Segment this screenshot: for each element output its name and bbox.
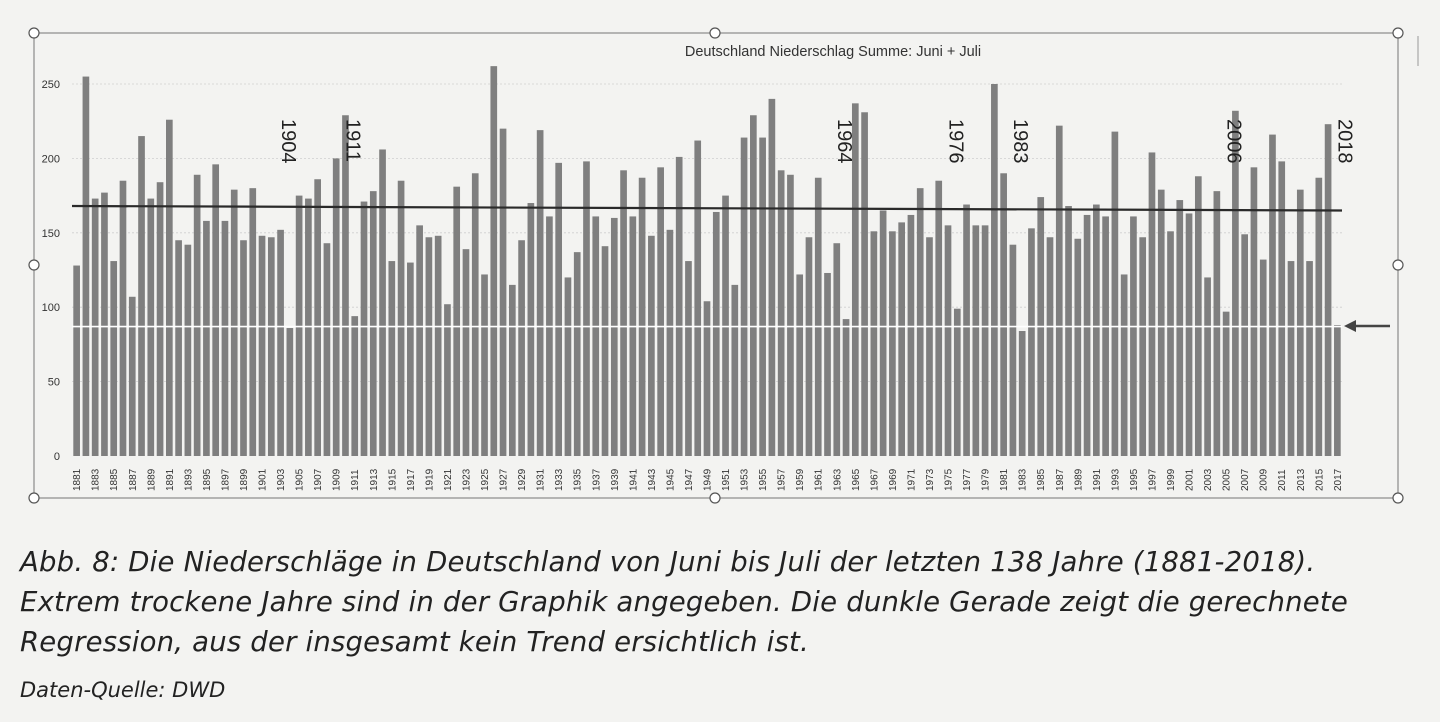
bar-1887: [129, 297, 136, 456]
bar-1950: [713, 212, 720, 456]
bar-1895: [203, 221, 210, 456]
y-tick-label: 0: [53, 451, 60, 463]
bar-1987: [1056, 126, 1063, 456]
x-tick-label: 1881: [72, 468, 84, 491]
x-tick-label: 1993: [1110, 468, 1122, 491]
x-tick-label: 1891: [164, 468, 176, 491]
bar-1976: [954, 309, 961, 456]
bar-1980: [991, 84, 998, 456]
x-tick-label: 1893: [183, 468, 195, 491]
selection-handle: [1393, 28, 1403, 38]
bar-1918: [416, 225, 423, 456]
x-tick-label: 1977: [962, 468, 974, 491]
x-tick-label: 1995: [1128, 468, 1140, 491]
bar-1995: [1130, 216, 1137, 456]
bar-1898: [231, 190, 238, 456]
y-tick-label: 200: [41, 153, 60, 166]
x-tick-label: 2007: [1240, 468, 1252, 491]
bar-1924: [472, 173, 479, 456]
bar-1958: [787, 175, 794, 456]
x-tick-label: 1899: [239, 468, 250, 491]
x-tick-label: 1911: [350, 469, 362, 491]
y-axis-ticks: [42, 79, 60, 463]
bar-1927: [500, 129, 507, 456]
bar-1908: [324, 243, 331, 456]
bar-1973: [926, 237, 933, 456]
x-tick-label: 2013: [1295, 468, 1307, 491]
bar-1886: [120, 181, 127, 456]
bar-1966: [861, 112, 868, 456]
x-tick-label: 2009: [1258, 468, 1270, 491]
x-tick-label: 1963: [832, 468, 844, 491]
bar-1993: [1112, 132, 1119, 456]
x-tick-label: 1909: [331, 468, 343, 491]
bar-1897: [222, 221, 229, 456]
x-tick-label: 1951: [721, 468, 733, 491]
x-tick-label: 2015: [1314, 468, 1326, 491]
bar-1929: [518, 240, 525, 456]
x-tick-label: 1921: [442, 468, 454, 491]
x-tick-label: 1957: [776, 468, 788, 491]
x-tick-label: 1905: [294, 468, 306, 491]
bar-1922: [453, 187, 460, 456]
x-tick-label: 1915: [387, 468, 399, 491]
x-tick-label: 1991: [1091, 468, 1103, 491]
bar-1954: [750, 115, 757, 456]
bar-1948: [694, 141, 701, 456]
bar-1884: [101, 193, 108, 456]
bar-1979: [982, 225, 989, 456]
dry-year-label: 1964: [833, 119, 856, 164]
bar-1923: [463, 249, 470, 456]
bar-1945: [667, 230, 674, 456]
selection-handle: [1393, 493, 1403, 503]
x-tick-label: 1955: [758, 468, 770, 491]
bar-2009: [1260, 260, 1267, 456]
selection-handle: [710, 28, 720, 38]
bar-1926: [490, 66, 497, 456]
bar-1911: [351, 316, 358, 456]
x-tick-label: 1913: [368, 468, 380, 491]
x-tick-label: 1887: [127, 468, 139, 491]
bar-2000: [1176, 200, 1183, 456]
bar-1992: [1102, 216, 1109, 456]
x-tick-label: 2001: [1184, 468, 1196, 491]
x-tick-label: 1917: [405, 468, 417, 491]
x-tick-label: 1941: [628, 468, 640, 491]
x-tick-label: 1945: [665, 468, 677, 491]
x-tick-label: 1927: [498, 468, 510, 491]
bar-1968: [880, 210, 887, 456]
bar-2004: [1214, 191, 1221, 456]
bar-1930: [528, 203, 535, 456]
x-tick-label: 1975: [943, 468, 955, 491]
bar-1961: [815, 178, 822, 456]
x-tick-label: 1903: [276, 468, 288, 491]
bar-2011: [1278, 161, 1285, 456]
bar-2017: [1334, 325, 1341, 456]
x-tick-label: 1889: [146, 468, 158, 491]
x-tick-label: 1965: [850, 468, 862, 491]
x-tick-label: 1997: [1147, 468, 1159, 491]
bar-1899: [240, 240, 247, 456]
x-tick-label: 1987: [1054, 468, 1066, 491]
selection-handle: [29, 493, 39, 503]
dry-year-label: 1911: [341, 119, 364, 163]
bar-2010: [1269, 135, 1276, 456]
x-tick-label: 1979: [980, 468, 992, 491]
bar-1964: [843, 319, 850, 456]
x-tick-label: 1967: [869, 468, 881, 491]
bar-2012: [1288, 261, 1295, 456]
x-tick-label: 1925: [480, 468, 492, 491]
bar-2015: [1315, 178, 1322, 456]
figure-caption: Abb. 8: Die Niederschläge in Deutschland von Juni bis Juli der letzten 138 Jahre (1881-2018). Extrem trockene Jahre sind in der Graphik angegeben. Die dunkle Gerade zeigt die gerechnete Regression, aus der insgesamt kein Trend ersichtlich ist.: [20, 546, 1348, 658]
bar-1981: [1000, 173, 1007, 456]
bar-1972: [917, 188, 924, 456]
bar-1900: [249, 188, 256, 456]
bar-1953: [741, 138, 748, 456]
x-tick-label: 1931: [535, 468, 547, 491]
bar-1943: [648, 236, 655, 456]
bar-1997: [1149, 152, 1156, 456]
bar-1983: [1019, 331, 1026, 456]
selection-handle: [1393, 260, 1403, 270]
bar-1957: [778, 170, 785, 456]
x-tick-label: 1999: [1166, 468, 1177, 491]
bar-2005: [1223, 312, 1230, 456]
x-tick-label: 1901: [257, 468, 269, 491]
chart-title: Deutschland Niederschlag Summe: Juni + Juli: [684, 44, 982, 60]
bar-1989: [1074, 239, 1081, 456]
x-tick-label: 1923: [461, 468, 473, 491]
bar-1882: [83, 77, 90, 456]
bar-2007: [1241, 234, 1248, 456]
x-tick-label: 1897: [220, 468, 232, 491]
x-axis-ticks: [72, 468, 1344, 491]
bar-1998: [1158, 190, 1165, 456]
bar-1892: [175, 240, 182, 456]
bar-1913: [370, 191, 377, 456]
bar-1925: [481, 274, 488, 456]
bar-1902: [268, 237, 275, 456]
bar-1946: [676, 157, 683, 456]
x-tick-label: 1885: [109, 468, 121, 491]
bar-1988: [1065, 206, 1072, 456]
bar-1904: [287, 328, 294, 456]
bar-1962: [824, 273, 831, 456]
bar-1990: [1084, 215, 1091, 456]
bar-1885: [110, 261, 117, 456]
bar-1970: [898, 222, 905, 456]
bar-1982: [1010, 245, 1017, 456]
bar-1909: [333, 158, 340, 456]
bar-1894: [194, 175, 201, 456]
bar-1931: [537, 130, 544, 456]
bar-2016: [1325, 124, 1332, 456]
bar-1952: [731, 285, 738, 456]
x-tick-label: 1929: [517, 468, 529, 491]
bar-1944: [657, 167, 664, 456]
dry-year-annotations: [277, 119, 1356, 164]
bar-1928: [509, 285, 516, 456]
bar-1940: [620, 170, 627, 456]
x-tick-label: 1989: [1073, 468, 1085, 491]
bar-1893: [185, 245, 192, 456]
bar-1936: [583, 161, 590, 456]
x-tick-label: 2003: [1203, 468, 1215, 491]
x-tick-label: 2011: [1277, 469, 1289, 491]
bar-1937: [592, 216, 599, 456]
bar-1994: [1121, 274, 1128, 456]
x-tick-label: 1943: [646, 468, 658, 491]
dry-year-label: 1976: [944, 119, 967, 164]
bar-1938: [602, 246, 609, 456]
bar-1984: [1028, 228, 1035, 456]
data-source: Daten-Quelle: DWD: [20, 678, 226, 702]
y-tick-label: 50: [47, 376, 60, 389]
bar-2013: [1297, 190, 1304, 456]
bar-1941: [630, 216, 637, 456]
bar-1903: [277, 230, 284, 456]
bar-1949: [704, 301, 711, 456]
x-tick-label: 1953: [739, 468, 751, 491]
bar-1963: [833, 243, 840, 456]
bar-1999: [1167, 231, 1174, 456]
selection-handle: [29, 28, 39, 38]
bar-2002: [1195, 176, 1202, 456]
bar-1917: [407, 263, 414, 456]
bar-1955: [759, 138, 766, 456]
x-tick-label: 1981: [999, 468, 1011, 491]
bar-1974: [935, 181, 942, 456]
y-tick-label: 150: [41, 227, 60, 240]
y-tick-label: 250: [41, 79, 60, 91]
bar-1956: [769, 99, 776, 456]
bar-1891: [166, 120, 173, 456]
bar-2003: [1204, 277, 1211, 456]
bar-1910: [342, 115, 349, 456]
bar-1920: [435, 236, 442, 456]
bar-1971: [908, 215, 915, 456]
selection-handle: [29, 260, 39, 270]
x-tick-label: 1971: [906, 468, 918, 491]
y-tick-label: 100: [41, 302, 60, 315]
x-tick-label: 1895: [201, 468, 213, 491]
bar-1969: [889, 231, 896, 456]
bar-1947: [685, 261, 692, 456]
bar-1942: [639, 178, 646, 456]
x-tick-label: 1973: [924, 468, 936, 491]
x-tick-label: 1907: [313, 468, 325, 491]
bar-1890: [157, 182, 164, 456]
x-tick-label: 1935: [572, 468, 584, 491]
x-tick-label: 1939: [609, 468, 621, 491]
bar-1986: [1047, 237, 1054, 456]
bar-1915: [388, 261, 395, 456]
x-tick-label: 1959: [795, 468, 807, 491]
x-tick-label: 1961: [813, 468, 825, 491]
bar-1934: [565, 277, 572, 456]
x-tick-label: 1983: [1017, 468, 1029, 491]
dry-year-label: 2006: [1222, 119, 1245, 164]
dry-year-label: 2018: [1333, 119, 1356, 164]
bar-1991: [1093, 205, 1100, 456]
bar-1935: [574, 252, 581, 456]
bar-1914: [379, 149, 386, 456]
dry-year-label: 1983: [1009, 119, 1032, 164]
bar-1881: [73, 266, 80, 456]
x-tick-label: 1937: [591, 468, 603, 491]
bar-1932: [546, 216, 553, 456]
bar-2001: [1186, 213, 1193, 456]
bar-1978: [972, 225, 979, 456]
bars: [73, 66, 1340, 456]
bar-1960: [806, 237, 813, 456]
bar-1888: [138, 136, 145, 456]
selection-handle: [710, 493, 720, 503]
x-tick-label: 1949: [702, 468, 714, 491]
x-tick-label: 1985: [1036, 468, 1048, 491]
bar-1967: [871, 231, 878, 456]
x-tick-label: 1933: [554, 468, 566, 491]
bar-1919: [426, 237, 433, 456]
bar-1977: [963, 205, 970, 456]
x-tick-label: 2005: [1221, 468, 1233, 491]
bar-1939: [611, 218, 618, 456]
dry-year-label: 1904: [276, 119, 299, 164]
bar-1901: [259, 236, 266, 456]
bar-1959: [796, 274, 803, 456]
x-tick-label: 2017: [1332, 468, 1344, 491]
bar-1896: [212, 164, 219, 456]
bar-2014: [1306, 261, 1313, 456]
bar-1916: [398, 181, 405, 456]
x-tick-label: 1947: [683, 468, 695, 491]
bar-1907: [314, 179, 321, 456]
x-tick-label: 1919: [424, 468, 436, 491]
x-tick-label: 1883: [90, 468, 102, 491]
arrow-icon: [1344, 320, 1390, 332]
bar-1912: [361, 202, 368, 456]
x-tick-label: 1969: [887, 468, 899, 491]
bar-1996: [1139, 237, 1146, 456]
bar-1975: [945, 225, 952, 456]
